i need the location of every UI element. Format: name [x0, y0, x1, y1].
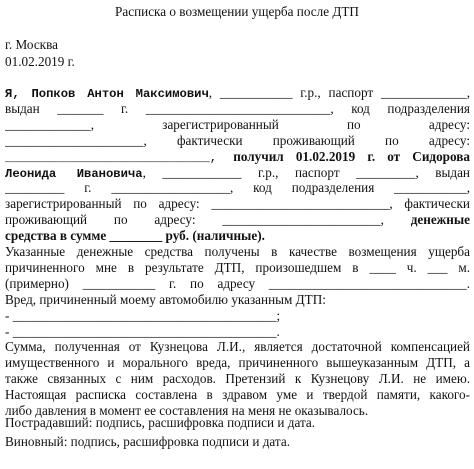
text-segment: зарегистрированный по адресу: ___________________________, фактически	[5, 196, 470, 211]
body-line	[5, 386, 470, 403]
body-line	[5, 211, 470, 228]
body-line	[5, 275, 470, 292]
text-segment: _____________, зарегистрированный по адресу:	[5, 117, 470, 132]
body-line	[5, 307, 470, 324]
text-segment: причиненного мне в результате ДТП, произошедшем в ____ ч. ___ м.	[5, 260, 470, 275]
body-line	[5, 179, 470, 196]
text-segment: _____________________, фактически проживающий по адресу:	[5, 133, 470, 148]
bold-text: Я, Попков Антон Максимович	[5, 87, 209, 101]
text-segment: , ___________ г.р., паспорт _____________,	[208, 85, 470, 100]
text-segment: выдан _______ г. ____________________________, код подразделения	[5, 101, 470, 116]
body-line	[5, 338, 470, 355]
body-line	[5, 291, 470, 308]
text-segment: - ________________________________________;	[5, 308, 281, 323]
text-segment: , ____________ г.р., паспорт _________, выдан	[142, 165, 470, 180]
body-line	[5, 148, 470, 165]
text-segment: _________ г. __________________, код подразделения ___________,	[5, 180, 470, 195]
document-date: 01.02.2019 г.	[5, 54, 75, 69]
text-segment: Виновный: подпись, расшифровка подписи и дата.	[5, 434, 291, 449]
text-segment: (примерно) ___________ г. по адресу ______________________________.	[5, 276, 470, 291]
body-line	[5, 195, 470, 212]
body-line	[5, 259, 470, 276]
text-segment: имущественного и морального вреда, причиненного вышеуказанным ДТП, а	[5, 355, 470, 370]
body-line	[5, 100, 470, 117]
body-line	[5, 116, 470, 133]
document-place: г. Москва	[5, 37, 58, 52]
body-line	[5, 414, 470, 431]
body-line	[5, 354, 470, 371]
bold-text: получил 01.02.2019 г. от Сидорова	[233, 149, 470, 164]
body-line	[5, 227, 470, 244]
body-line	[5, 84, 470, 101]
text-segment: также связанных с ним расходов. Претензий к Кузнецову Л.И. не имею.	[5, 371, 470, 386]
text-segment: Пострадавший: подпись, расшифровка подписи и дата.	[5, 415, 316, 430]
body-line	[5, 433, 470, 450]
text-segment: ____________________________,	[5, 151, 234, 165]
text-segment: проживающий по адресу: ________________________,	[5, 212, 411, 227]
bold-text: денежные	[410, 212, 470, 227]
body-line	[5, 243, 470, 260]
text-segment: Настоящая расписка составлена в здравом уме и твердой памяти, какого-	[5, 387, 470, 402]
text-segment: Сумма, полученная от Кузнецова Л.И., является достаточной компенсацией	[5, 339, 470, 354]
bold-text: Леонида Ивановича	[5, 167, 143, 181]
text-segment: Указанные денежные средства получены в качестве возмещения ущерба	[5, 244, 470, 259]
document-title: Расписка о возмещении ущерба после ДТП	[115, 4, 359, 19]
body-line	[5, 132, 470, 149]
text-segment: Вред, причиненный моему автомобилю указанным ДТП:	[5, 292, 326, 307]
body-line	[5, 370, 470, 387]
text-segment: - ________________________________________.	[5, 324, 280, 339]
bold-text: средства в сумме ________ руб. (наличные).	[5, 228, 265, 243]
text-segment: либо давления в момент ее составления на меня не оказывалось.	[5, 403, 369, 418]
